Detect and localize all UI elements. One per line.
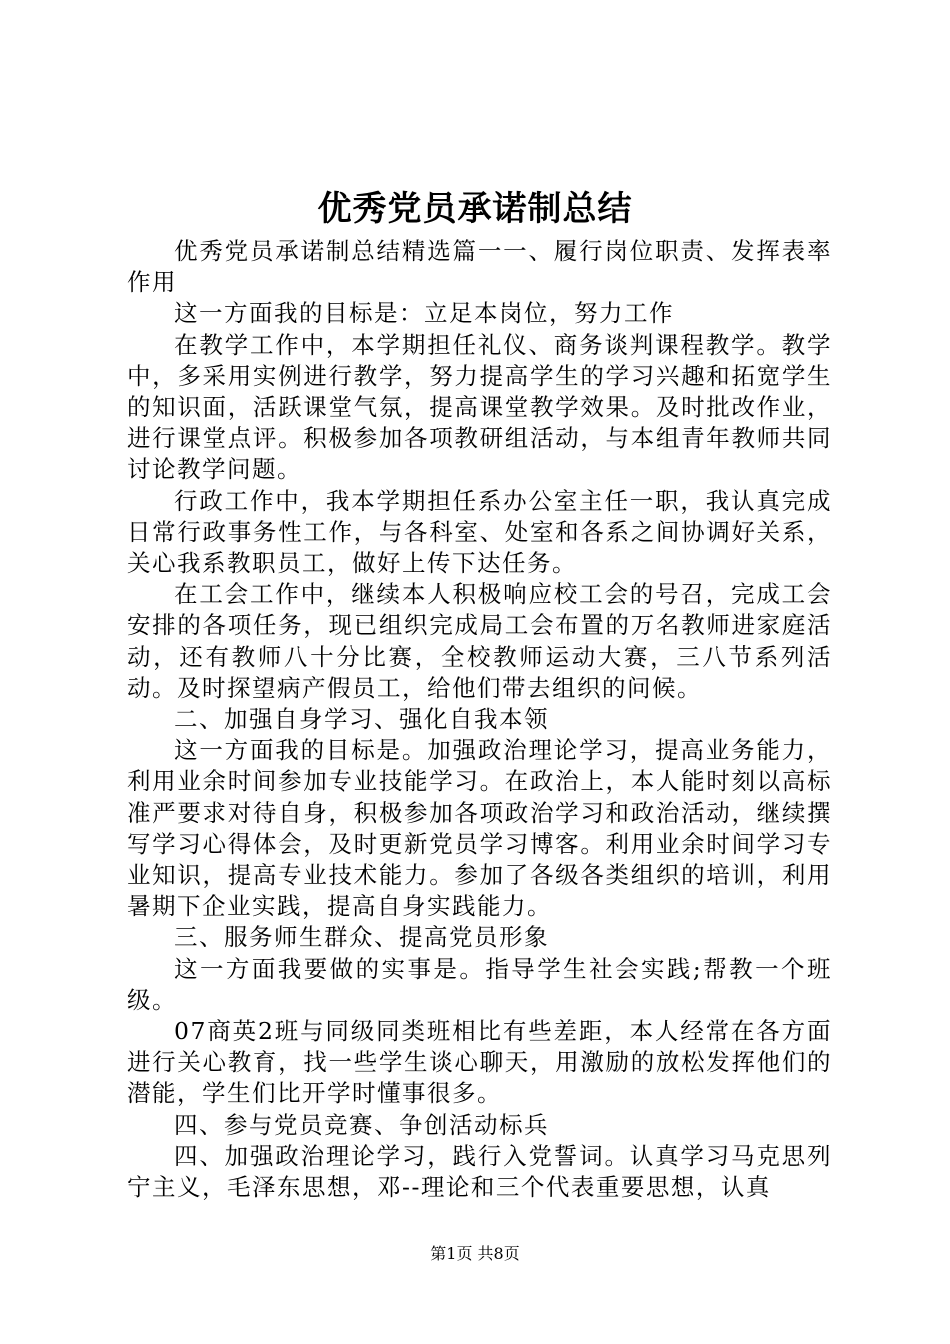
paragraph-goal-1: 这一方面我的目标是：立足本岗位，努力工作	[174, 299, 674, 328]
paragraph-teaching: 在教学工作中，本学期担任礼仪、商务谈判课程教学。教学中，多采用实例进行教学，努力提高学生的学习兴趣和拓宽学生的知识面，活跃课堂气氛，提高课堂教学效果。及时批改作业，进行课堂点评。积极参加各项教研组活动，与本组青年教师共同讨论教学问题。	[127, 330, 832, 484]
paragraph-union: 在工会工作中，继续本人积极响应校工会的号召，完成工会安排的各项任务，现已组织完成局工会布置的万名教师进家庭活动，还有教师八十分比赛，全校教师运动大赛，三八节系列活动。及时探望病产假员工，给他们带去组织的问候。	[127, 580, 832, 702]
paragraph-study: 这一方面我的目标是。加强政治理论学习，提高业务能力，利用业余时间参加专业技能学习。在政治上，本人能时刻以高标准严要求对待自身，积极参加各项政治学习和政治活动，继续撰写学习心得体会，及时更新党员学习博客。利用业余时间学习专业知识，提高专业技术能力。参加了各级各类组织的培训，利用暑期下企业实践，提高自身实践能力。	[127, 736, 832, 921]
section-heading-4: 四、参与党员竞赛、争创活动标兵	[174, 1110, 549, 1139]
section-heading-3: 三、服务师生群众、提高党员形象	[174, 923, 549, 952]
page-footer: 第1页 共8页	[430, 1244, 520, 1263]
paragraph-admin: 行政工作中，我本学期担任系办公室主任一职，我认真完成日常行政事务性工作，与各科室、处室和各系之间协调好关系，关心我系教职员工，做好上传下达任务。	[127, 486, 832, 578]
paragraph-theory: 四、加强政治理论学习，践行入党誓词。认真学习马克思列宁主义，毛泽东思想，邓--理论和三个代表重要思想，认真	[127, 1141, 832, 1202]
paragraph-class: 07商英2班与同级同类班相比有些差距，本人经常在各方面进行关心教育，找一些学生谈心聊天，用激励的放松发挥他们的潜能，学生们比开学时懂事很多。	[127, 1017, 832, 1108]
paragraph-intro: 优秀党员承诺制总结精选篇一一、履行岗位职责、发挥表率作用	[127, 237, 832, 297]
paragraph-service: 这一方面我要做的实事是。指导学生社会实践;帮教一个班级。	[127, 954, 832, 1014]
document-title: 优秀党员承诺制总结	[317, 189, 633, 229]
section-heading-2: 二、加强自身学习、强化自我本领	[174, 705, 549, 734]
document-body	[127, 236, 832, 1203]
